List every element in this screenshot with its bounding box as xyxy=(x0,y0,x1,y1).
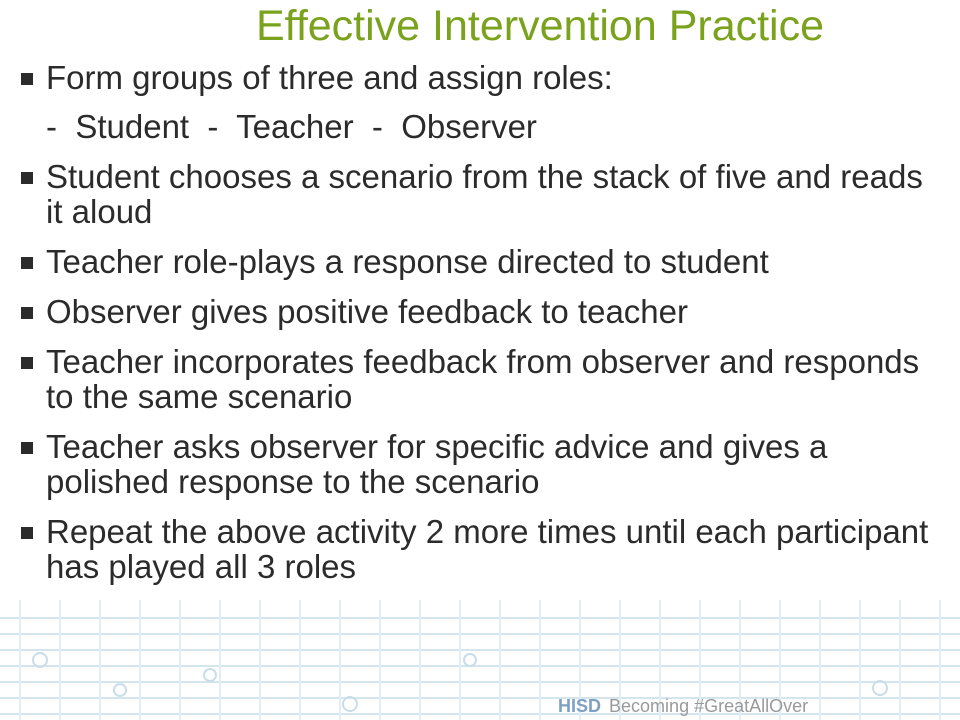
slide-body xyxy=(14,60,934,599)
square-bullet-icon xyxy=(21,73,33,85)
bullet-text: Teacher role-plays a response directed to student xyxy=(46,243,769,280)
square-bullet-icon xyxy=(21,257,33,269)
bullet-item xyxy=(14,60,934,95)
bullet-text: Teacher asks observer for specific advice and gives a polished response to the scenario xyxy=(46,428,828,500)
square-bullet-icon xyxy=(21,357,33,369)
bullet-text: Student chooses a scenario from the stack of five and reads it aloud xyxy=(46,158,923,230)
bullet-text: Form groups of three and assign roles: xyxy=(46,59,613,96)
bullet-text: Repeat the above activity 2 more times until each participant has played all 3 roles xyxy=(46,513,929,585)
square-bullet-icon xyxy=(21,172,33,184)
bullet-item xyxy=(14,344,934,414)
roles-line: - Student - Teacher - Observer xyxy=(46,108,537,145)
square-bullet-icon xyxy=(21,442,33,454)
slide-footer xyxy=(548,676,808,716)
slide-title: Effective Intervention Practice xyxy=(255,2,825,50)
bullet-item xyxy=(14,294,934,329)
decorative-grid-background xyxy=(0,600,960,720)
district-logo: HISD xyxy=(558,696,602,716)
bullet-item xyxy=(14,514,934,584)
square-bullet-icon xyxy=(21,527,33,539)
footer-tagline: Becoming #GreatAllOver xyxy=(609,696,809,716)
bullet-item xyxy=(14,429,934,499)
bullet-text: Observer gives positive feedback to teacher xyxy=(46,293,689,330)
bullet-item xyxy=(14,244,934,279)
bullet-text: Teacher incorporates feedback from observer and responds to the same scenario xyxy=(46,343,920,415)
bullet-item xyxy=(14,159,934,229)
square-bullet-icon xyxy=(21,307,33,319)
